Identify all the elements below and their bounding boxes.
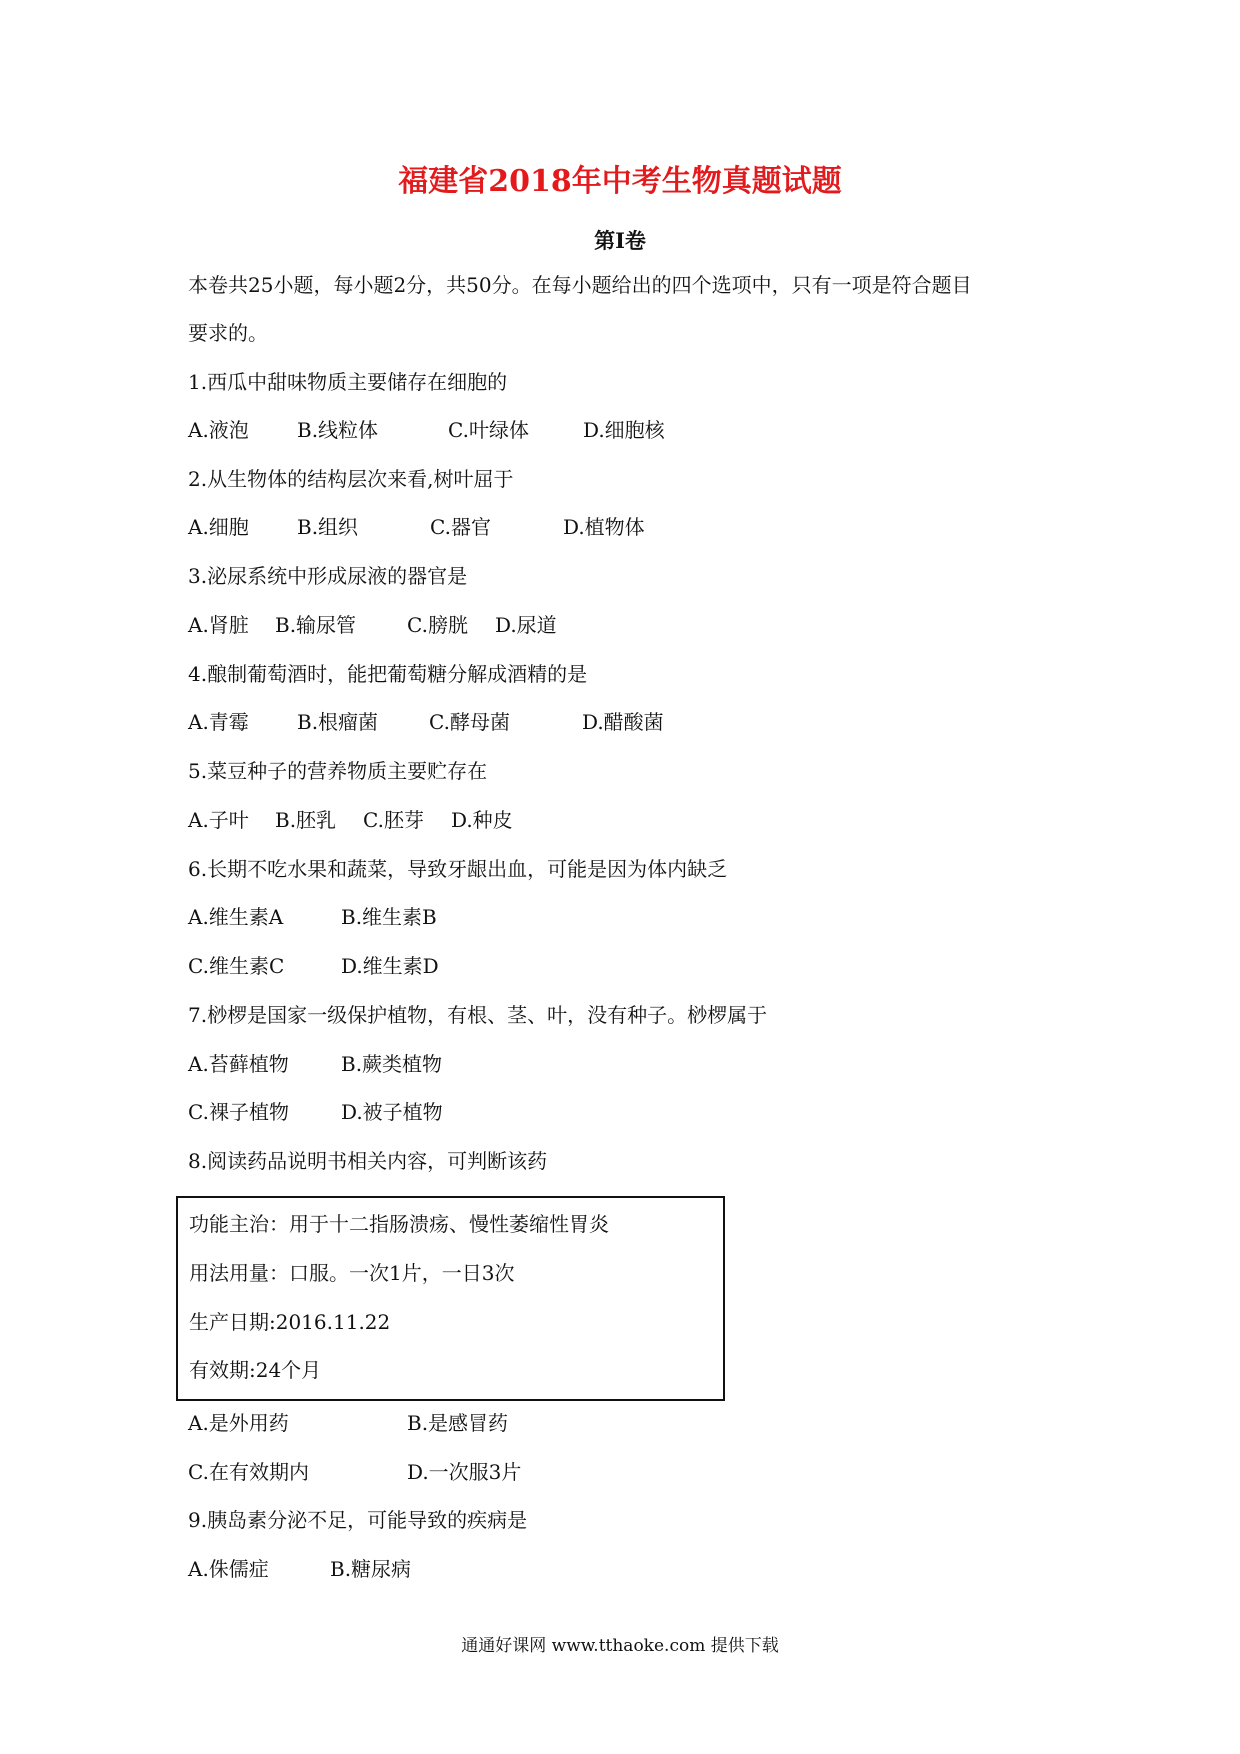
question-1-stem: 1.西瓜中甜味物质主要储存在细胞的 [188, 370, 508, 394]
section-title: 第Ⅰ卷 [594, 228, 646, 253]
instructions-line-2: 要求的。 [188, 321, 268, 345]
question-8-stem: 8.阅读药品说明书相关内容，可判断该药 [188, 1149, 548, 1173]
question-6-stem: 6.长期不吃水果和蔬菜，导致牙龈出血，可能是因为体内缺乏 [188, 857, 728, 881]
question-5-stem: 5.菜豆种子的营养物质主要贮存在 [188, 759, 488, 783]
question-3-option-c: C.膀胱 [407, 613, 468, 637]
question-7-option-a: A.苔藓植物 [188, 1052, 289, 1076]
question-1-option-b: B.线粒体 [297, 418, 379, 442]
medicine-indication: 功能主治：用于十二指肠溃疡、慢性萎缩性胃炎 [189, 1212, 609, 1236]
question-1-option-a: A.液泡 [188, 418, 249, 442]
question-3-option-a: A.肾脏 [188, 613, 249, 637]
question-2-option-b: B.组织 [297, 515, 359, 539]
medicine-dosage: 用法用量：口服。一次1片，一日3次 [189, 1261, 515, 1285]
medicine-label-box [176, 1196, 725, 1401]
question-8-option-b: B.是感冒药 [407, 1411, 509, 1435]
question-8-option-d: D.一次服3片 [407, 1460, 522, 1484]
question-9-stem: 9.胰岛素分泌不足，可能导致的疾病是 [188, 1508, 528, 1532]
question-8-option-a: A.是外用药 [188, 1411, 289, 1435]
question-3-option-d: D.尿道 [495, 613, 557, 637]
question-5-option-a: A.子叶 [188, 808, 249, 832]
question-1-option-d: D.细胞核 [583, 418, 665, 442]
question-4-option-a: A.青霉 [188, 710, 249, 734]
question-2-option-d: D.植物体 [563, 515, 645, 539]
question-2-stem: 2.从生物体的结构层次来看,树叶屈于 [188, 467, 514, 491]
question-6-option-b: B.维生素B [341, 905, 437, 929]
page-title: 福建省2018年中考生物真题试题 [398, 164, 842, 199]
question-7-option-c: C.裸子植物 [188, 1100, 289, 1124]
medicine-expiry: 有效期:24个月 [189, 1358, 322, 1382]
question-4-option-d: D.醋酸菌 [582, 710, 664, 734]
question-6-option-d: D.维生素D [341, 954, 439, 978]
question-2-option-a: A.细胞 [188, 515, 249, 539]
question-7-option-b: B.蕨类植物 [341, 1052, 443, 1076]
instructions-line-1: 本卷共25小题，每小题2分，共50分。在每小题给出的四个选项中，只有一项是符合题目 [188, 273, 972, 297]
question-6-option-a: A.维生素A [188, 905, 284, 929]
page-footer: 通通好课网 www.tthaoke.com 提供下载 [461, 1636, 779, 1656]
question-1-option-c: C.叶绿体 [448, 418, 529, 442]
question-7-stem: 7.桫椤是国家一级保护植物，有根、茎、叶，没有种子。桫椤属于 [188, 1003, 768, 1027]
question-3-stem: 3.泌尿系统中形成尿液的器官是 [188, 564, 468, 588]
question-3-option-b: B.输尿管 [275, 613, 357, 637]
question-4-stem: 4.酿制葡萄酒时，能把葡萄糖分解成酒精的是 [188, 662, 588, 686]
question-9-option-b: B.糖尿病 [330, 1557, 412, 1581]
question-4-option-c: C.酵母菌 [429, 710, 510, 734]
question-8-option-c: C.在有效期内 [188, 1460, 309, 1484]
question-5-option-b: B.胚乳 [275, 808, 337, 832]
question-4-option-b: B.根瘤菌 [297, 710, 379, 734]
question-7-option-d: D.被子植物 [341, 1100, 443, 1124]
question-5-option-c: C.胚芽 [363, 808, 424, 832]
question-5-option-d: D.种皮 [451, 808, 513, 832]
question-2-option-c: C.器官 [430, 515, 491, 539]
medicine-production-date: 生产日期:2016.11.22 [189, 1310, 391, 1334]
question-9-option-a: A.侏儒症 [188, 1557, 269, 1581]
question-6-option-c: C.维生素C [188, 954, 285, 978]
